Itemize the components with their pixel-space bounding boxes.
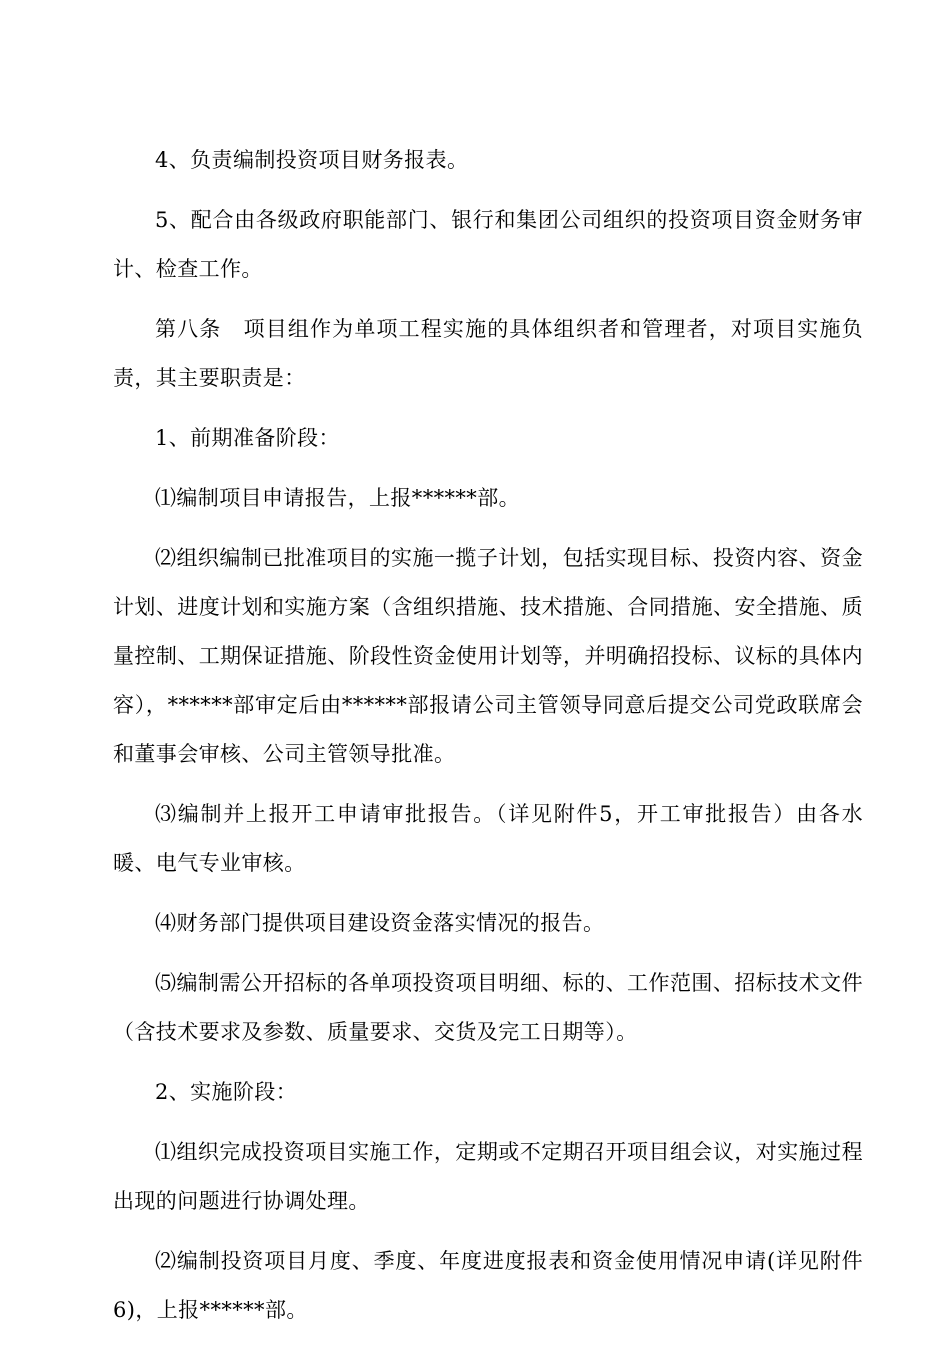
- paragraph-stage-2-heading: 2、实施阶段：: [155, 1080, 298, 1104]
- paragraph-item-5-audit-cooperation: 5、配合由各级政府职能部门、银行和集团公司组织的投资项目资金财务审计、检查工作。: [113, 208, 863, 281]
- paragraph-item-4-finance-reports: 4、负责编制投资项目财务报表。: [155, 148, 469, 172]
- paragraph-stage-1-item-5: ⑸编制需公开招标的各单项投资项目明细、标的、工作范围、招标技术文件（含技术要求及参数、质量要求、交货及完工日期等）。: [113, 971, 863, 1044]
- paragraph-stage-1-heading: 1、前期准备阶段：: [155, 426, 340, 450]
- paragraph-article-8: 第八条 项目组作为单项工程实施的具体组织者和管理者，对项目实施负责，其主要职责是：: [113, 317, 863, 390]
- paragraph-stage-1-item-1: ⑴编制项目申请报告，上报******部。: [155, 486, 520, 510]
- paragraph-stage-1-item-4: ⑷财务部门提供项目建设资金落实情况的报告。: [155, 911, 605, 935]
- paragraph-stage-2-item-2: ⑵编制投资项目月度、季度、年度进度报表和资金使用情况申请(详见附件6)，上报******部。: [113, 1249, 863, 1322]
- paragraph-stage-1-item-3: ⑶编制并上报开工申请审批报告。（详见附件5，开工审批报告）由各水暖、电气专业审核。: [113, 802, 863, 875]
- document-body: [113, 136, 863, 1346]
- paragraph-stage-1-item-2: ⑵组织编制已批准项目的实施一揽子计划，包括实现目标、投资内容、资金计划、进度计划和实施方案（含组织措施、技术措施、合同措施、安全措施、质量控制、工期保证措施、阶段性资金使用计划等，并明确招投标、议标的具体内容），******部审定后由******部报请公司主管领导同意后提交公司党政联席会和董事会审核、公司主管领导批准。: [113, 546, 863, 766]
- paragraph-stage-2-item-1: ⑴组织完成投资项目实施工作，定期或不定期召开项目组会议，对实施过程出现的问题进行协调处理。: [113, 1140, 863, 1213]
